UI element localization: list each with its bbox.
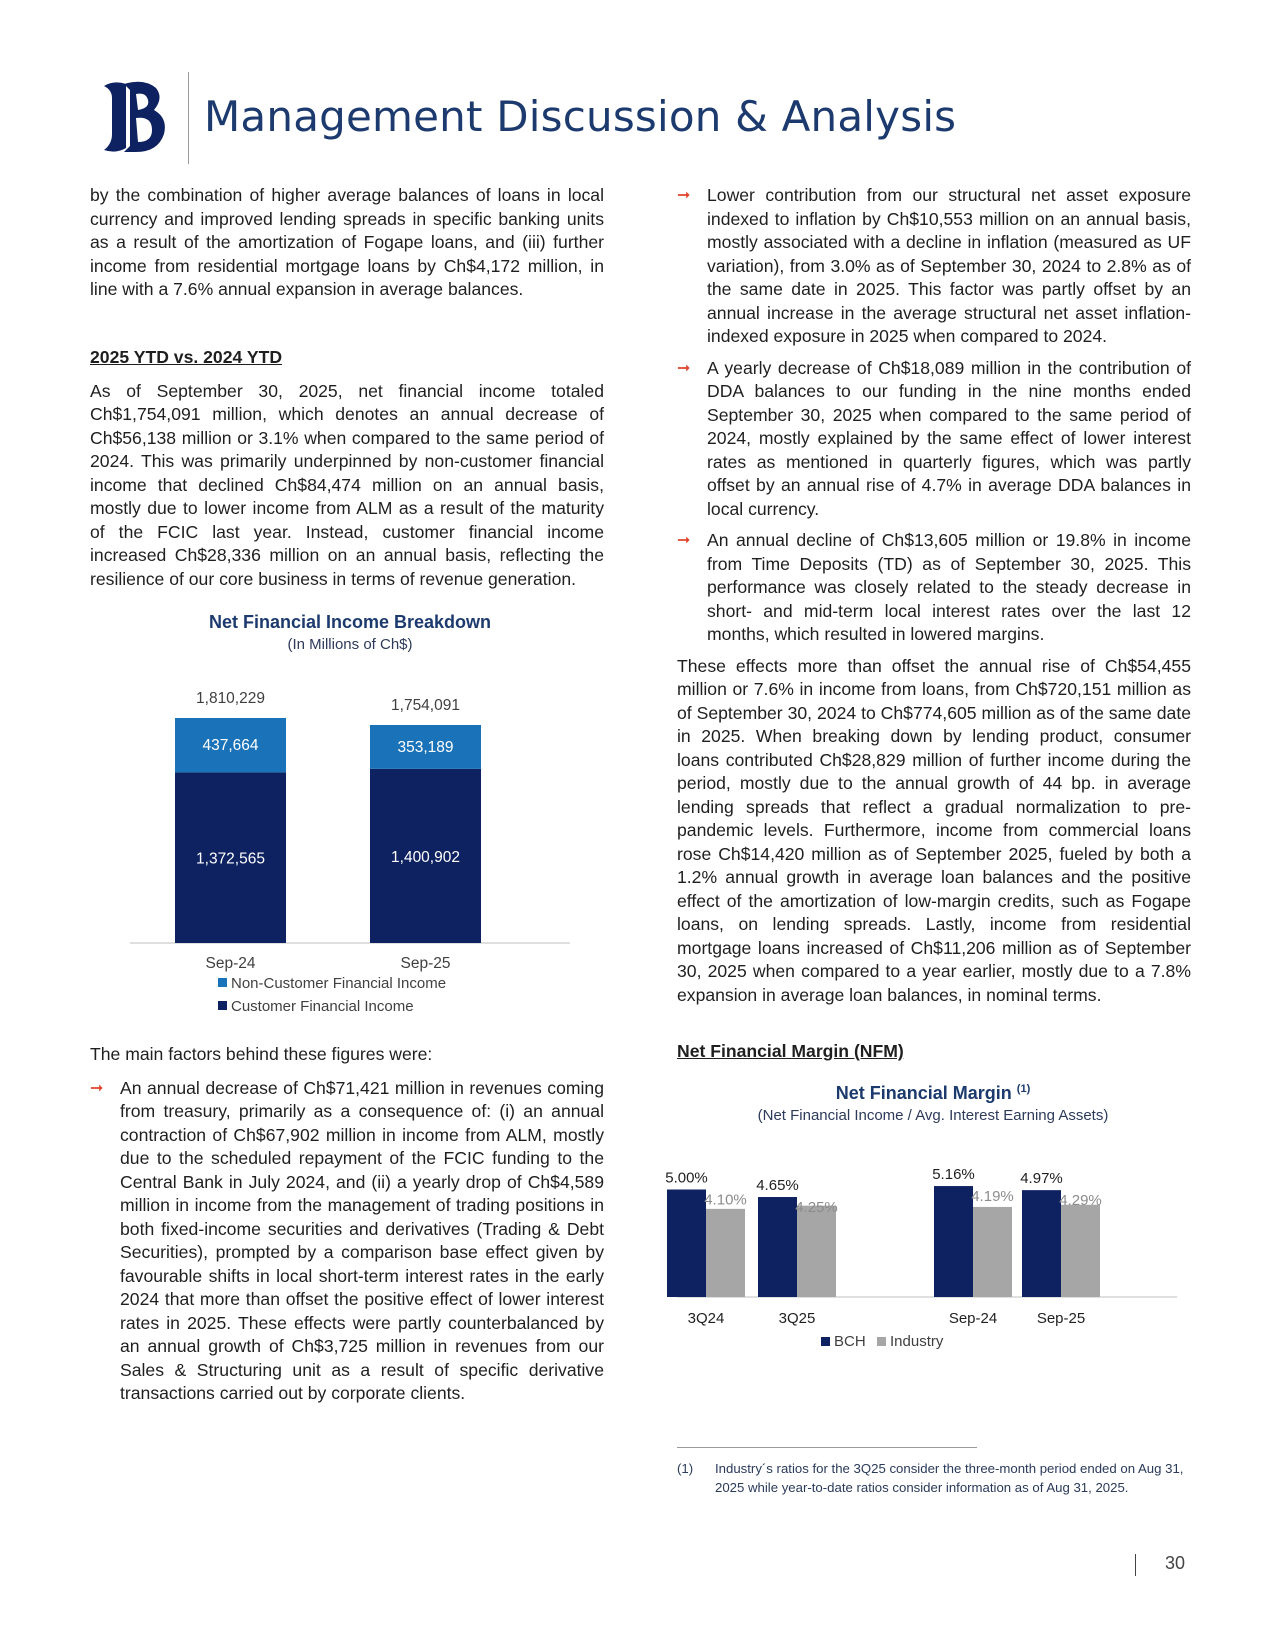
bar-label-customer: 1,400,902 [391,848,460,866]
footnote-marker: (1) [677,1461,694,1476]
bar-label-non-customer: 437,664 [202,737,259,755]
nfm-chart-title-sup: (1) [1016,1083,1031,1095]
x-tick-label: Sep-25 [400,955,451,972]
bar-label-bch: 4.65% [756,1177,799,1195]
footnote [677,1459,1189,1497]
intro-paragraph: by the combination of higher average balances of loans in local currency and improved lending spreads in specific banking units as a result of the amortization of Fogape loans, and (iii) further income from residential mortgage loans by Ch$4,172 million, in line with a 7.6% annual expansion in average balances. [90,185,604,299]
legend-swatch-bch [821,1337,830,1346]
inflation-bullet [677,184,1191,349]
bar-bch [934,1186,973,1297]
nfi-breakdown-chart [120,660,580,1038]
bar-label-customer: 1,372,565 [196,850,265,868]
right-bullets [677,184,1191,1007]
dda-bullet [677,357,1191,522]
nfm-chart-subtitle: (Net Financial Income / Avg. Interest Earning Assets) [757,1107,1109,1124]
bar-label-bch: 5.00% [665,1169,708,1187]
legend-label: Customer Financial Income [231,998,414,1015]
x-tick-label: Sep-24 [205,955,256,972]
legend-swatch [218,978,227,987]
legend-label: Non-Customer Financial Income [231,975,447,992]
legend-swatch [218,1001,227,1010]
bar-label-non-customer: 353,189 [397,738,454,756]
arrow-bullet-icon: ➞ [677,532,691,549]
bar-industry [797,1206,836,1297]
bank-logo [100,78,170,158]
factors-intro: The main factors behind these figures were: [90,1044,433,1064]
x-tick-label: 3Q25 [778,1310,816,1327]
legend-swatch-industry [877,1337,886,1346]
nfi-chart-subtitle: (In Millions of Ch$) [287,636,413,653]
page-number: 30 [1165,1553,1186,1573]
x-tick-label: Sep-24 [948,1310,998,1327]
bar-bch [667,1190,706,1298]
td-bullet [677,529,1191,647]
bar-industry [973,1207,1012,1297]
bar-bch [758,1197,797,1297]
factors-section [90,1043,604,1406]
bar-label-bch: 4.97% [1020,1170,1063,1188]
header-divider [188,72,189,164]
bar-label-industry: 4.29% [1059,1192,1102,1210]
arrow-bullet-icon: ➞ [677,359,691,377]
treasury-bullet-text: An annual decrease of Ch$71,421 million in revenues coming from treasury, primarily as a consequence of: (i) an annual contraction of Ch$67,902 million in income from ALM, mostly due to the scheduled repayment of the FCIC funding to the Central Bank in July 2024, and (ii) a yearly drop of Ch$4,589 million in income from the management of trading positions in both fixed-income securities and derivatives (Trading & Debt Securities), prompted by a comparison base effect given by favourable shifts in local short-term interest rates in the early 2024 that more than offset the positive effect of lower interest rates in 2025. These effects were partly counterbalanced by an annual growth of Ch$3,725 million in revenues from our Sales & Structuring unit as a result of specific derivative transactions carried out by corporate clients. [120,1077,604,1403]
x-tick-label: Sep-25 [1036,1310,1086,1327]
nfm-chart [665,1138,1189,1378]
bar-industry [706,1209,745,1297]
ytd-heading: 2025 YTD vs. 2024 YTD [90,347,283,367]
nfm-heading: Net Financial Margin (NFM) [677,1041,904,1061]
dda-bullet-text: A yearly decrease of Ch$18,089 million in the contribution of DDA balances to our funding in the nine months ended September 30, 2025 when compared to the same period of 2024, mostly explained by the same effect of lower interest rates as mentioned in quarterly figures, which was partly offset by an annual rise of 4.7% in average DDA balances in local currency. [707,357,1191,519]
bar-label-industry: 4.10% [704,1191,747,1209]
arrow-bullet-icon: ➞ [677,187,691,204]
left-intro [90,184,604,302]
page-number-divider [1135,1554,1136,1576]
td-bullet-text: An annual decline of Ch$13,605 million or 19.8% in income from Time Deposits (TD) as of September 30, 2025. This performance was closely related to the steady decrease in short- and mid-term local interest rates over the last 12 months, which resulted in lowered margins. [707,530,1191,644]
bar-label-bch: 5.16% [932,1166,975,1184]
nfi-chart-title: Net Financial Income Breakdown [208,612,492,632]
footnote-text: Industry´s ratios for the 3Q25 consider the three-month period ended on Aug 31, 2025 while year-to-date ratios consider information as of Aug 31, 2025. [715,1461,1184,1495]
bar-label-industry: 4.25% [795,1199,838,1217]
nfm-section [677,1040,1191,1064]
bar-total-label: 1,810,229 [196,690,265,707]
nfm-chart-title-text: Net Financial Margin [835,1083,1012,1103]
bar-label-industry: 4.19% [971,1188,1014,1206]
ytd-paragraph: As of September 30, 2025, net financial income totaled Ch$1,754,091 million, which denotes an annual decrease of Ch$56,138 million or 3.1% when compared to the same period of 2024. This was primarily underpinned by non-customer financial income that declined Ch$84,474 million on an annual basis, mostly due to lower income from ALM as a result of the maturity of the FCIC last year. Instead, customer financial income increased Ch$28,336 million on an annual basis, reflecting the resilience of our core business in terms of revenue generation. [90,380,604,589]
treasury-bullet [90,1077,604,1406]
inflation-bullet-text: Lower contribution from our structural net asset exposure indexed to inflation by Ch$10,553 million on an annual basis, mostly associated with a decline in inflation (measured as UF variation), from 3.0% as of September 30, 2024 to 2.8% as of the same date in 2025. This factor was partly offset by an annual increase in the average structural net asset inflation-indexed exposure in 2025 when compared to 2024. [707,185,1191,346]
effects-paragraph: These effects more than offset the annual rise of Ch$54,455 million or 7.6% in income from loans, from Ch$720,151 million as of September 30, 2024 to Ch$774,605 million as of the same date in 2025. When breaking down by lending product, consumer loans contributed Ch$28,829 million of further income during the period, mostly due to the annual growth of 44 bp. in average lending spreads that reflect a gradual normalization to pre-pandemic levels. Furthermore, income from commercial loans rose Ch$14,420 million as of September 2025, fueled by both a 1.2% annual growth in average loan balances and the positive effect of the amortization of low-margin credits, such as Fogape loans, on lending spreads. Lastly, income from residential mortgage loans increased of Ch$11,206 million as of September 30, 2025 when compared to a year earlier, mostly due to a 7.8% expansion in average loan balances, in nominal terms. [677,655,1191,1005]
arrow-bullet-icon: ➞ [90,1079,104,1097]
bar-bch [1022,1190,1061,1297]
footnote-rule [677,1447,977,1448]
page-title: Management Discussion & Analysis [204,92,957,141]
ytd-section [90,346,604,591]
nfm-chart-title [677,1083,1189,1104]
legend-label-industry: Industry [890,1333,944,1350]
x-tick-label: 3Q24 [687,1310,725,1327]
bar-industry [1061,1205,1100,1297]
legend-label-bch: BCH [834,1333,866,1350]
bar-total-label: 1,754,091 [391,696,460,714]
